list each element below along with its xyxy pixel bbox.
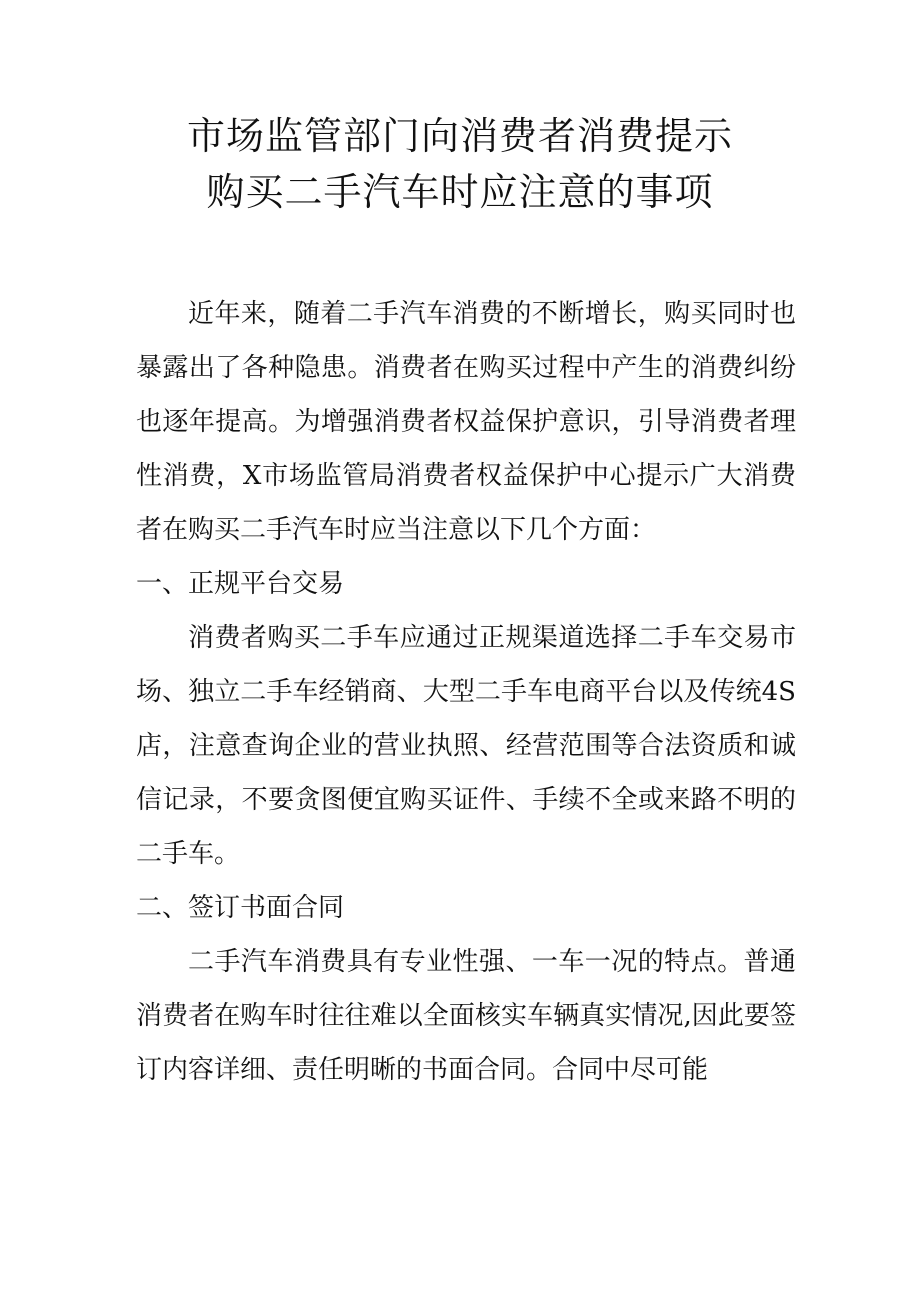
section-1-heading: 一、正规平台交易 [136,569,345,599]
document-title-line-2: 购买二手汽车时应注意的事项 [206,170,714,214]
intro-paragraph: 近年来，随着二手汽车消费的不断增长，购买同时也暴露出了各种隐患。消费者在购买过程中产生的消费纠纷也逐年提高。为增强消费者权益保护意识，引导消费者理性消费，X市场监管局消费者权益保护中心提示广大消费者在购买二手汽车时应当注意以下几个方面： [136,299,796,545]
document-body [136,287,796,1097]
section-2-paragraph: 二手汽车消费具有专业性强、一车一况的特点。普通消费者在购车时往往难以全面核实车辆真实情况,因此要签订内容详细、责任明晰的书面合同。合同中尽可能 [136,947,796,1085]
document-title-line-1: 市场监管部门向消费者消费提示 [186,114,733,158]
section-1-paragraph: 消费者购买二手车应通过正规渠道选择二手车交易市场、独立二手车经销商、大型二手车电商平台以及传统4S店，注意查询企业的营业执照、经营范围等合法资质和诚信记录，不要贪图便宜购买证件、手续不全或来路不明的二手车。 [136,623,796,869]
section-2-heading: 二、签订书面合同 [136,893,345,923]
